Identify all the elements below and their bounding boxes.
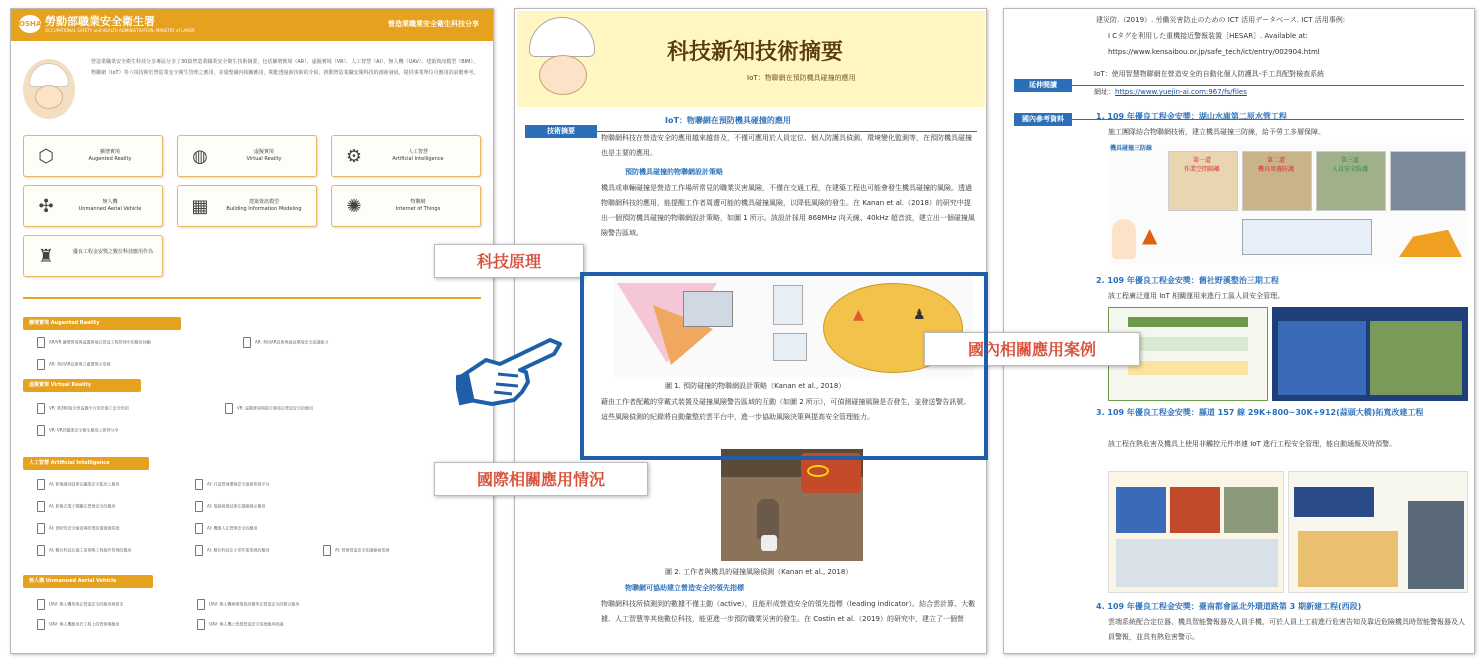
case-body: 該工程在熱危害及機具上使用非觸控元件串連 IoT 進行工程安全管理，能自動通報及時預警。 xyxy=(1108,440,1397,448)
list-item[interactable]: AI: 影像識別技術在職業安全監控之應用 xyxy=(37,479,120,490)
figure-2-photo xyxy=(721,449,863,561)
paragraph: 藉由工作者配戴的穿戴式裝置及碰撞風險警告區域的互動（如圖 2 所示），可偵測碰撞風險是否發生，並發送警告訊號。這些風險偵測的紀錄將自動彙整於雲平台中，進一步協助風險決策與提高安全管理能力。 xyxy=(601,398,971,421)
tile-ar[interactable] xyxy=(23,135,163,177)
document-icon xyxy=(225,403,233,414)
tile-label: 建築資訊模型 xyxy=(248,199,279,205)
case-title: 1. 109 年優良工程金安獎：湖山水庫第二原水管工程 xyxy=(1096,112,1287,121)
list-item[interactable]: AI: 數位科技在施工前期與工程施作管理的應用 xyxy=(37,545,132,556)
tile-iot[interactable] xyxy=(331,185,481,227)
document-icon xyxy=(323,545,331,556)
site-header xyxy=(11,9,493,41)
tag-domestic-references: 國內參考資料 xyxy=(1014,113,1072,126)
case-body: 雲端系統配合定位器、機具智能警報器及人員手機，可於人員上工前進行危害告知及靠近危險機具時智能警報器及人員警報，並具有熱危害警示。 xyxy=(1108,618,1465,641)
figure-2-caption: 圖 2. 工作者與機具的碰撞風險偵測（Kanan et al., 2018） xyxy=(665,568,853,576)
section-vr[interactable]: 虛擬實境 Virtual Reality xyxy=(23,379,141,392)
document-icon xyxy=(37,501,45,512)
list-item[interactable]: UAV: 無人機系統在營造安全的應用與要求 xyxy=(37,599,123,610)
list-item[interactable]: AR: 利用AR技術與提高環境安全意識能力 xyxy=(243,337,329,348)
case-title: 4. 109 年優良工程金安獎：臺南都會區北外環道路第 3 期新建工程(西段) xyxy=(1096,602,1362,611)
document-icon xyxy=(37,425,45,436)
highlight-frame xyxy=(580,272,988,460)
document-icon xyxy=(197,599,205,610)
site-subtitle: OCCUPATIONAL SAFETY and HEALTH ADMINISTRATION, MINISTRY of LABOR xyxy=(45,28,195,33)
section-ar[interactable]: 擴增實境 Augented Reality xyxy=(23,317,181,330)
case-body: 該工程廣泛運用 IoT 相關運用來進行工區人員安全管理。 xyxy=(1108,292,1285,300)
tile-award[interactable] xyxy=(23,235,163,277)
document-title: 科技新知技術摘要 xyxy=(667,40,844,65)
tile-sublabel: Building Information Modeling xyxy=(226,206,302,212)
tile-sublabel: Internet of Things xyxy=(395,206,441,212)
list-item[interactable]: UAV: 無人機與建築資訊模型在營造安全的整合應用 xyxy=(197,599,299,610)
document-icon xyxy=(37,523,45,534)
case1-figure: 機具碰撞三防線 第一道 作業空間隔離 第二道 機具周邊防護 第三道 人員安全防護 ▲ xyxy=(1108,143,1468,265)
figure-1-caption: 圖 1. 預防碰撞的物聯網設計策略（Kanan et al., 2018） xyxy=(665,382,846,390)
reference-url[interactable]: https://www.kensaibou.or.jp/safe_tech/ict/entry/002904.html xyxy=(1108,48,1320,56)
divider xyxy=(23,297,481,299)
case-title: 3. 109 年優良工程金安獎：縣道 157 線 29K+800~30K+912(蒜頭大橋)拓寬改建工程 xyxy=(1096,408,1424,417)
section-ai[interactable]: 人工智慧 Artificial Intelligence xyxy=(23,457,149,470)
section-heading: IoT：物聯網在預防機具碰撞的應用 xyxy=(665,116,791,125)
reference-line: I Cタグを利用した重機接近警報装置［HESAR］. Available at: xyxy=(1108,32,1308,40)
mascot-image xyxy=(525,17,599,101)
tag-extended-reading: 延伸閱讀 xyxy=(1014,79,1072,92)
callout-tech-principle: 科技原理 xyxy=(434,244,584,278)
tile-label: 人工智慧 xyxy=(407,149,428,155)
line-label: 第一道 作業空間隔離 xyxy=(1183,157,1220,173)
document-icon xyxy=(37,479,45,490)
case-title: 2. 109 年優良工程金安獎：舊社野溪整治三期工程 xyxy=(1096,276,1279,285)
document-icon xyxy=(243,337,251,348)
paragraph: 物聯網科技所偵測到的數據不僅主動（active），且能形成營造安全的領先指標（leading indicator）。結合雲計算、大數據、人工智慧等其他數位科技，能更進一步預防職業災害的發生。在 Costin et al.（2019）的研究中，建立了一個營 xyxy=(601,600,976,623)
case-body: 施工團隊結合物聯網技術，建立機具碰撞三防線，給予勞工多層保障。 xyxy=(1108,128,1325,136)
list-item[interactable]: AR/VR 擴增實境與虛擬實境在營造工程管理中的應用回顧 xyxy=(37,337,151,348)
figure-1-diagram: ▲ ♟ xyxy=(613,277,973,377)
extended-reading-title: IoT：使用智慧物聯網在營造安全的自動化個人防護具-手工具配對檢查系統 xyxy=(1094,70,1325,78)
paragraph: 物聯網科技在營造安全的應用越來越普及，不僅可應用於人員定位、個人防護具偵測、環境變化監測等，在預防機具碰撞也是主要的應用。 xyxy=(601,134,972,157)
list-item[interactable]: AI: 打造營地環境安全偵測系統平台 xyxy=(195,479,270,490)
list-item[interactable]: UAV: 無人機之智慧營造安全系統應用研議 xyxy=(197,619,283,630)
tile-ai[interactable] xyxy=(331,135,481,177)
ar-cube-icon: ⬡ xyxy=(38,146,54,167)
case2-figure xyxy=(1108,307,1468,403)
figure-label: 機具碰撞三防線 xyxy=(1110,145,1153,152)
list-item[interactable]: VR: VR於職業安全衛生應用之實例分享 xyxy=(37,425,119,436)
list-item[interactable]: AI: 影像式電子圍籬在營建安全的應用 xyxy=(37,501,116,512)
header-section-title: 營造業職業安全衛生科技分享 xyxy=(388,20,479,28)
list-item[interactable]: UAV: 無人機應用於工程上的營建與應用 xyxy=(37,619,119,630)
tile-label: 擴增實境 xyxy=(99,149,120,155)
tile-sublabel: Unmanned Aerial Vehicle xyxy=(78,206,142,212)
tile-label: 物聯網 xyxy=(410,199,426,205)
document-icon xyxy=(37,359,45,370)
list-item[interactable]: VR: 虛擬實境與混合實境在營造安全的應用 xyxy=(225,403,313,414)
list-item[interactable]: AI: 機器人在營建安全的應用 xyxy=(195,523,258,534)
site-title: 勞動部職業安全衛生署 xyxy=(45,15,155,28)
document-icon xyxy=(37,545,45,556)
section-uav[interactable]: 無人機 Unmanned Aerial Vehicle xyxy=(23,575,153,588)
tile-label: 無人機 xyxy=(102,199,118,205)
award-trophy-icon: ♜ xyxy=(37,246,55,267)
line-label: 第二道 機具周邊防護 xyxy=(1257,157,1294,173)
line-label: 第三道 人員安全防護 xyxy=(1331,157,1368,173)
tile-label: 優良工程金安獎之數位科技應用作為 xyxy=(72,249,153,255)
document-icon xyxy=(37,337,45,348)
title-banner xyxy=(517,11,985,107)
list-item[interactable]: AI: 電腦視覺技術在風險揭示應用 xyxy=(195,501,266,512)
list-item[interactable]: AI: 數位科技在小型作業系統的應用 xyxy=(195,545,270,556)
tile-vr[interactable] xyxy=(177,135,317,177)
extended-reading-url[interactable]: 網址：https://www.yuejin-ai.com:967/fs/files xyxy=(1094,88,1247,96)
list-item[interactable]: AI: 營建營造安全知識檢索系統 xyxy=(323,545,390,556)
pointing-hand-icon xyxy=(456,330,576,416)
list-item[interactable]: AI: 即時性安全檢查與防墜設備偵測系統 xyxy=(37,523,120,534)
document-icon xyxy=(37,403,45,414)
tag-tech-summary: 技術摘要 xyxy=(525,125,597,138)
mascot-image xyxy=(23,59,75,119)
vr-headset-icon: ◍ xyxy=(192,146,208,167)
callout-international: 國際相關應用情況 xyxy=(434,462,648,496)
drone-icon: ✣ xyxy=(38,196,54,217)
helmet-icon xyxy=(29,63,69,87)
domestic-cases-document xyxy=(1003,8,1475,654)
tile-bim[interactable] xyxy=(177,185,317,227)
document-icon xyxy=(195,545,203,556)
iot-network-icon: ✺ xyxy=(346,196,362,217)
list-item[interactable]: AR: 利用AR技術建立處置警示系統 xyxy=(37,359,111,370)
paragraph: 機具或車輛碰撞是營造工作場所常見的職業災害風險，不僅在交通工程，在建築工程也可能會發生機具碰撞的風險。透過物聯網科技的應用，能提醒工作者周遭可能的機具碰撞風險，以降低風險的發生。在 Kanan et al.（2018）的研究中提出一個預防機具碰撞的物聯網設計策略，如圖 1 所示。該設計採用 868MHz 向天線、40kHz 超音波，建立出一個碰撞風險警告區域。 xyxy=(601,184,975,237)
mascot-face xyxy=(35,85,63,109)
document-subtitle: IoT：物聯網在預防機具碰撞的應用 xyxy=(747,74,856,82)
osha-homepage-panel xyxy=(10,8,494,654)
intro-text: 營造業職業安全衛生科技分享專區分享了30篇營造業職業安全衛生技術摘要，包括擴增實境（AR）、虛擬實境（VR）、人工智慧（AI）、無人機（UAV）、建築資訊模型（BIM）、物聯網（IoT）等六項技術於營造業安全衛生管理之應用，並彙整國內相關應用，期能透過新技術的介紹，推動營造業職安衛科技的創新發展，提供事業單位可應用的前瞻參考。 xyxy=(91,59,479,76)
document-icon xyxy=(197,619,205,630)
document-icon xyxy=(195,523,203,534)
subheading: 預防機具碰撞的物聯網設計策略 xyxy=(625,168,723,176)
ai-chip-icon: ⚙ xyxy=(345,146,363,167)
case3-figure xyxy=(1108,471,1468,595)
callout-domestic: 國內相關應用案例 xyxy=(924,332,1140,366)
building-icon: ▦ xyxy=(191,196,209,217)
reference-line: 建災防.（2019）. 労働災害防止のための ICT 活用データベース. ICT 活用事例: xyxy=(1096,16,1346,24)
tile-sublabel: Virtual Reality xyxy=(246,156,282,162)
tile-label: 虛擬實境 xyxy=(253,149,274,155)
list-item[interactable]: VR: 將360度全景虛擬平台用於施工安全培訓 xyxy=(37,403,129,414)
document-icon xyxy=(195,501,203,512)
document-icon xyxy=(37,599,45,610)
osha-logo[interactable]: OSHA xyxy=(19,15,41,33)
document-icon xyxy=(195,479,203,490)
document-icon xyxy=(37,619,45,630)
tile-sublabel: Augented Reality xyxy=(88,156,132,162)
mascot-image xyxy=(1112,219,1136,259)
tile-sublabel: Artificial Intelligence xyxy=(392,156,444,162)
tile-uav[interactable] xyxy=(23,185,163,227)
subheading: 物聯網可協助建立營造安全的領先指標 xyxy=(625,584,744,592)
